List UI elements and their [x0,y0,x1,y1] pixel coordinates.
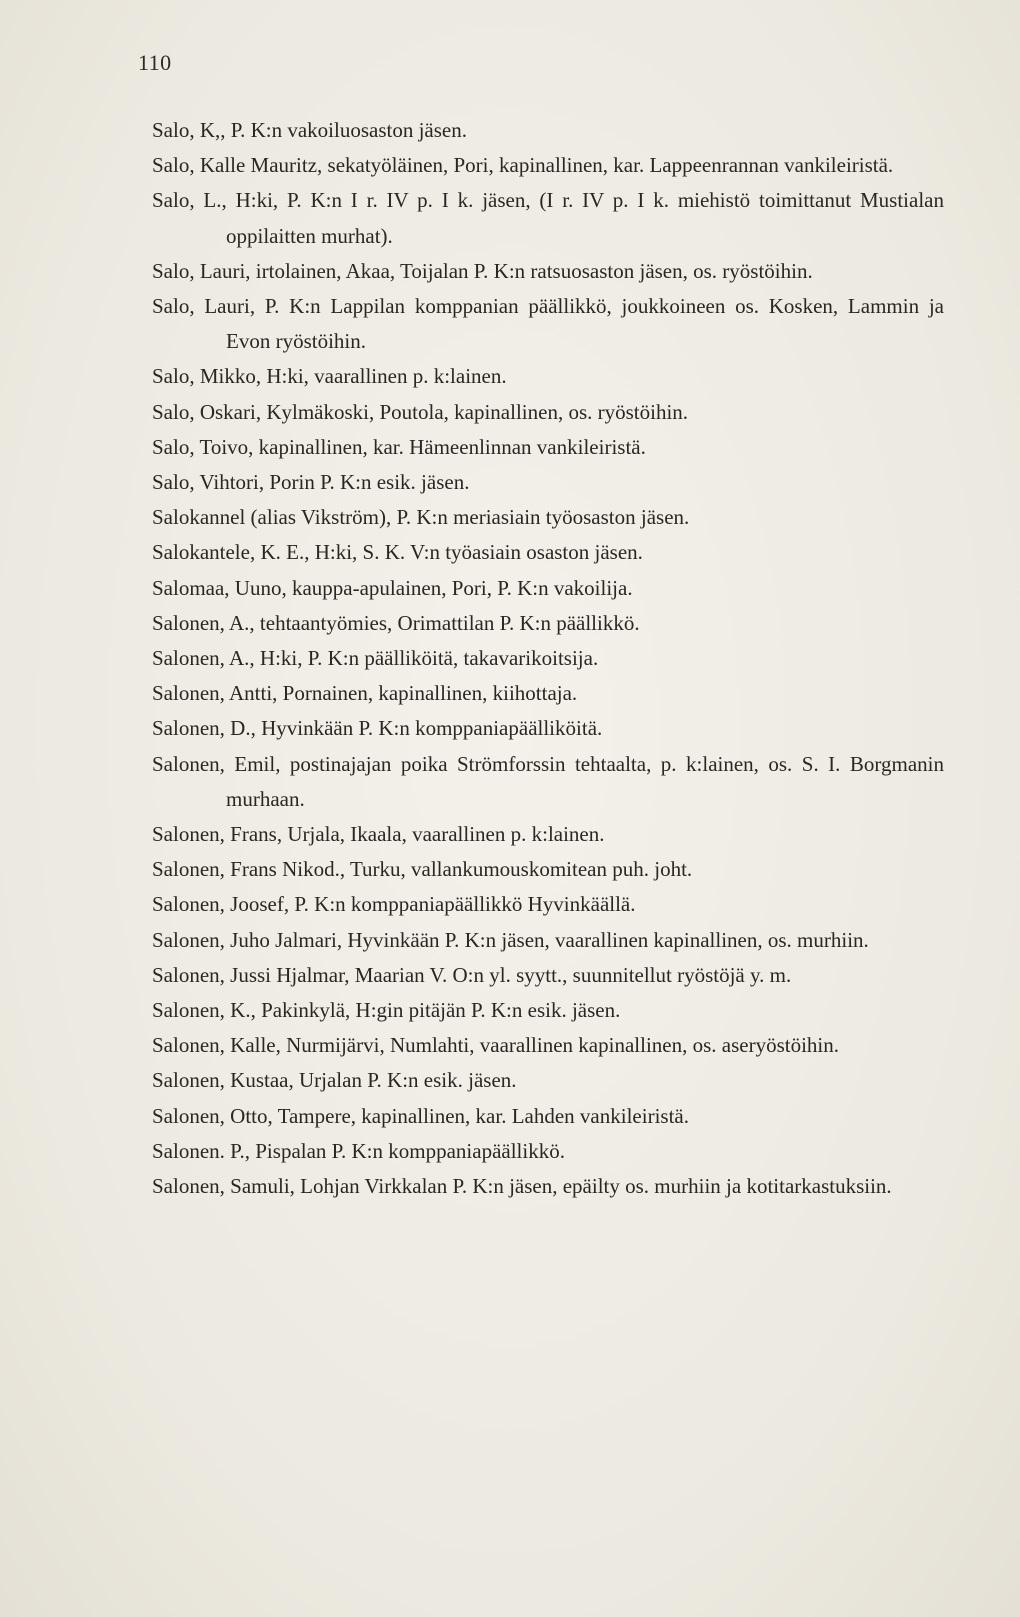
entry: Salonen, Joosef, P. K:n komppaniapäällikkö Hyvinkäällä. [152,892,636,917]
entry: Salonen, A., tehtaantyömies, Orimattilan P. K:n päällikkö. [152,610,640,635]
entry: Salo, Lauri, irtolainen, Akaa, Toijalan P. K:n ratsuosaston jäsen, os. ryöstöihin. [152,258,813,283]
entry: Salonen, Juho Jalmari, Hyvinkään P. K:n jäsen, vaarallinen kapinallinen, os. murhiin. [152,927,869,952]
entry: Salonen, Antti, Pornainen, kapinallinen, kiihottaja. [152,681,578,706]
entry: Salonen, Kustaa, Urjalan P. K:n esik. jäsen. [152,1068,517,1093]
entry: Salo, Vihtori, Porin P. K:n esik. jäsen. [152,470,470,495]
entry: Salo, L., H:ki, P. K:n I r. IV p. I k. jäsen, (I r. IV p. I k. miehistö toimittanut Mustialan oppilaitten murhat). [152,188,944,248]
entry: Salo, Kalle Mauritz, sekatyöläinen, Pori, kapinallinen, kar. Lappeenrannan vankileiristä. [152,153,894,178]
entry: Salokannel (alias Vikström), P. K:n meriasiain työosaston jäsen. [152,505,690,530]
page-number: 110 [138,50,172,75]
entry: Salonen, Kalle, Nurmijärvi, Numlahti, vaarallinen kapinallinen, os. aseryöstöihin. [152,1033,840,1058]
entry: Salonen, Emil, postinajajan poika Strömforssin tehtaalta, p. k:lainen, os. S. I. Borgmanin murhaan. [152,751,944,811]
entry: Salokantele, K. E., H:ki, S. K. V:n työasiain osaston jäsen. [152,540,643,565]
entry: Salonen. P., Pispalan P. K:n komppaniapäällikkö. [152,1138,565,1163]
entry-list [152,113,944,1204]
entry: Salomaa, Uuno, kauppa-apulainen, Pori, P. K:n vakoilija. [152,575,633,600]
entry: Salonen, Jussi Hjalmar, Maarian V. O:n yl. syytt., suunnitellut ryöstöjä y. m. [152,962,792,987]
entry: Salonen, Samuli, Lohjan Virkkalan P. K:n jäsen, epäilty os. murhiin ja kotitarkastuksiin. [152,1174,892,1199]
entry: Salo, K,, P. K:n vakoiluosaston jäsen. [152,118,467,142]
entry: Salo, Toivo, kapinallinen, kar. Hämeenlinnan vankileiristä. [152,434,646,459]
entry: Salonen, Otto, Tampere, kapinallinen, kar. Lahden vankileiristä. [152,1103,689,1128]
entry: Salonen, D., Hyvinkään P. K:n komppaniapäälliköitä. [152,716,603,741]
entry: Salo, Mikko, H:ki, vaarallinen p. k:lainen. [152,364,507,389]
entry: Salo, Oskari, Kylmäkoski, Poutola, kapinallinen, os. ryöstöihin. [152,399,689,424]
entry: Salo, Lauri, P. K:n Lappilan komppanian päällikkö, joukkoineen os. Kosken, Lammin ja Evon ryöstöihin. [152,294,944,354]
entry: Salonen, A., H:ki, P. K:n päälliköitä, takavarikoitsija. [152,646,599,671]
entry: Salonen, Frans Nikod., Turku, vallankumouskomitean puh. joht. [152,857,693,882]
entry: Salonen, K., Pakinkylä, H:gin pitäjän P. K:n esik. jäsen. [152,998,621,1023]
entry: Salonen, Frans, Urjala, Ikaala, vaarallinen p. k:lainen. [152,822,605,847]
